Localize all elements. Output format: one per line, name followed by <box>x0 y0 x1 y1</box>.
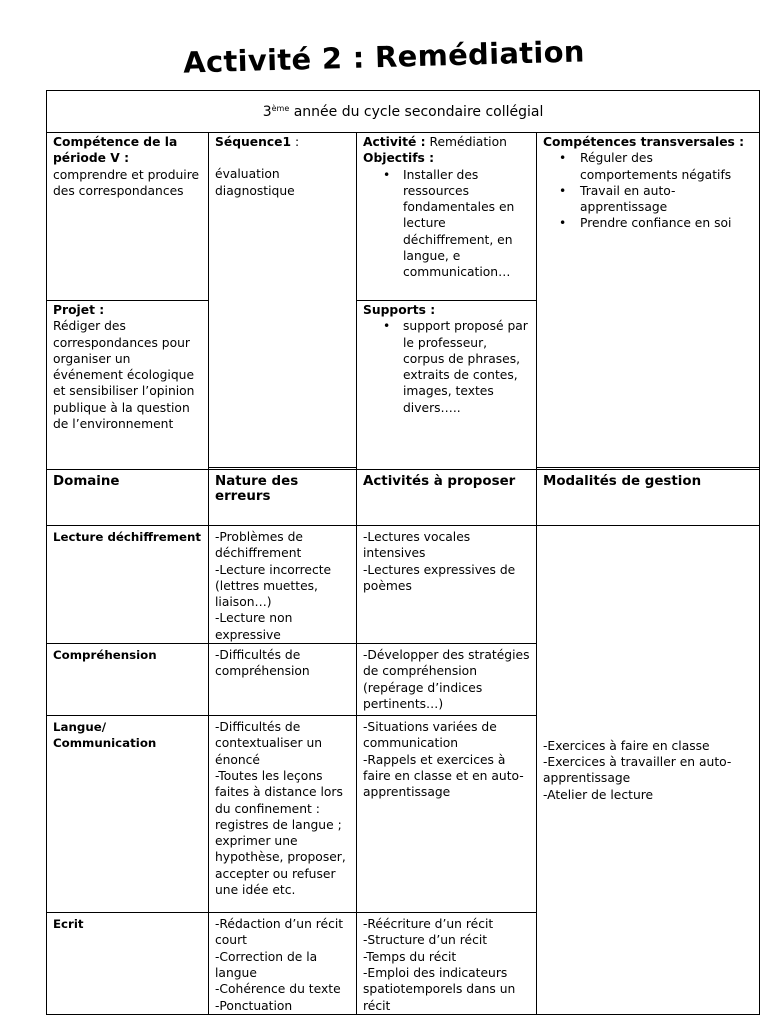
row-domaine: Lecture déchiffrement <box>47 526 209 644</box>
row-activites <box>357 913 537 1015</box>
sequence-text: évaluation diagnostique <box>215 167 295 198</box>
activite-line: -Lectures vocales intensives <box>363 530 471 561</box>
column-header-activites: Activités à proposer <box>357 470 537 526</box>
erreur-line: -Ponctuation <box>215 998 293 1013</box>
modalite-line: -Exercices à travailler en auto-apprentissage <box>543 755 732 786</box>
row-domaine: Ecrit <box>47 913 209 1015</box>
erreur-line: -Problèmes de déchiffrement <box>215 530 303 561</box>
erreur-line: -Rédaction d’un récit court <box>215 917 344 948</box>
activite-line: -Lectures expressives de poèmes <box>363 562 516 593</box>
activite-line: -Réécriture d’un récit <box>363 917 494 932</box>
erreur-line: -Difficultés de compréhension <box>215 648 310 679</box>
activite-cell <box>357 133 537 301</box>
transversales-label: Compétences transversales : <box>543 135 745 149</box>
transversale-item: • Prendre confiance en soi <box>580 215 753 231</box>
level-text: année du cycle secondaire collégial <box>289 103 544 120</box>
supports-label: Supports : <box>363 303 436 317</box>
erreur-line: -Cohérence du texte <box>215 982 341 997</box>
competence-label: Compétence de la période V : <box>53 135 178 166</box>
transversales-list <box>543 150 753 231</box>
modalites-cell <box>537 526 760 1015</box>
sequence-cell <box>209 133 357 468</box>
support-item: • support proposé par le professeur, corpus de phrases, extraits de contes, images, textes divers….. <box>403 318 530 416</box>
activite-label: Activité : <box>363 135 426 149</box>
activite-line: -Emploi des indicateurs spatiotemporels dans un récit <box>363 965 516 1013</box>
level-number: 3 <box>262 103 272 120</box>
transversale-item: • Réguler des comportements négatifs <box>580 150 753 183</box>
objectifs-label: Objectifs : <box>363 151 435 166</box>
erreur-line: -Lecture incorrecte (lettres muettes, liaison…) <box>215 562 332 610</box>
modalite-line: -Atelier de lecture <box>543 787 654 802</box>
activite-line: -Situations variées de communication <box>363 720 497 751</box>
row-domaine: Compréhension <box>47 644 209 716</box>
supports-list <box>363 318 530 416</box>
page-title: Activité 2 : Remédiation <box>182 34 586 80</box>
row-erreurs <box>209 644 357 716</box>
row-activites <box>357 716 537 913</box>
row-activites <box>357 644 537 716</box>
activite-line: -Temps du récit <box>363 949 457 964</box>
activite-line: -Rappels et exercices à faire en classe et en auto-apprentissage <box>363 752 524 800</box>
erreur-line: -Correction de la langue <box>215 949 318 980</box>
column-header-domaine: Domaine <box>47 470 209 526</box>
competence-cell <box>47 133 209 301</box>
transversale-item: • Travail en auto-apprentissage <box>580 183 753 216</box>
column-header-modalites: Modalités de gestion <box>537 470 760 526</box>
transversales-cell <box>537 133 760 468</box>
remediation-table <box>46 90 760 1015</box>
competence-text: comprendre et produire des correspondances <box>53 167 200 198</box>
objectifs-list <box>363 167 530 281</box>
activite-value: Remédiation <box>425 135 507 149</box>
supports-cell <box>357 301 537 470</box>
column-header-erreurs: Nature des erreurs <box>209 470 357 526</box>
table-header <box>47 91 760 133</box>
row-erreurs <box>209 913 357 1015</box>
level-superscript: ème <box>271 103 290 113</box>
sequence-label: Séquence1 <box>215 135 292 149</box>
row-domaine: Langue/ Communication <box>47 716 209 913</box>
activite-line: -Développer des stratégies de compréhension (repérage d’indices pertinents…) <box>363 648 530 711</box>
projet-cell <box>47 301 209 470</box>
erreur-line: -Toutes les leçons faites à distance lors du confinement : registres de langue ; exprimer une hypothèse, proposer, accepter ou refuser une idée etc. <box>215 768 346 898</box>
objectif-item: • Installer des ressources fondamentales en lecture déchiffrement, en langue, e communication… <box>403 167 530 281</box>
activite-line: -Structure d’un récit <box>363 933 488 948</box>
projet-label: Projet : <box>53 303 105 317</box>
sequence-sep: : <box>291 135 300 149</box>
erreur-line: -Difficultés de contextualiser un énoncé <box>215 720 323 767</box>
row-erreurs <box>209 716 357 913</box>
erreur-line: -Lecture non expressive <box>215 611 293 642</box>
modalite-line: -Exercices à faire en classe <box>543 738 710 753</box>
row-activites <box>357 526 537 644</box>
row-erreurs <box>209 526 357 644</box>
projet-text: Rédiger des correspondances pour organiser un événement écologique et sensibiliser l’opinion publique à la question de l’environnement <box>53 319 195 432</box>
